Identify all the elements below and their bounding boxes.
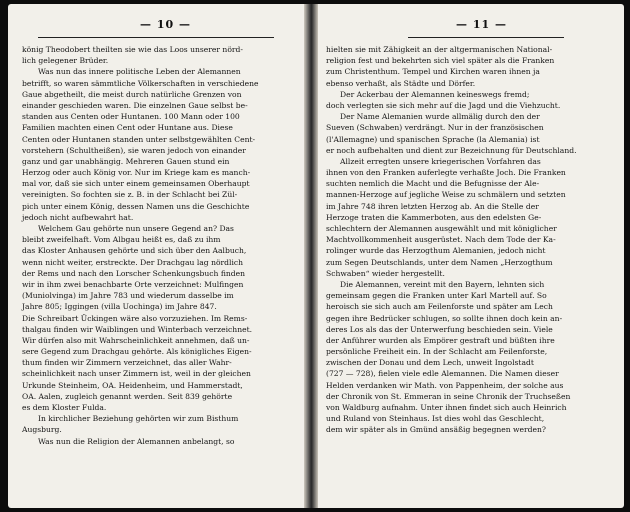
text-line: religion fest und bekehrten sich viel später als die Franken (326, 56, 555, 66)
text-line: es dem Kloster Fulda. (22, 403, 107, 412)
text-line: Centen oder Huntanen standen unter selbstgewählten Cent- (22, 134, 256, 144)
text-line: rolinger wurde das Herzogthum Alemanien, jedoch nicht (326, 246, 546, 256)
text-line: zum Segen Deutschlands, unter dem Namen „Herzogthum (326, 257, 553, 267)
text-line: Die Alemannen, vereint mit den Bayern, lehnten sich (340, 279, 545, 289)
text-block (318, 44, 624, 436)
text-block (8, 44, 304, 447)
text-line: (Muniolvinga) im Jahre 783 und wiederum dasselbe im (22, 291, 234, 301)
text-line: zwischen der Donau und dem Lech, unweit Ingolstadt (326, 358, 534, 368)
text-line: dem wir später als in Gmünd ansäßig begegnen werden? (326, 425, 546, 435)
text-line: und Ruland von Steinhaus. Ist dies wohl das Geschlecht, (326, 414, 545, 424)
text-line: vereinigten. So fochten sie z. B. in der Schlacht bei Zül- (22, 190, 238, 200)
text-line: hielten sie mit Zähigkeit an der altgermanischen National- (326, 45, 553, 54)
page-number: — 11 — (456, 18, 507, 31)
left-page (8, 4, 304, 508)
text-line: der Rems und nach den Lorscher Schenkungsbuch finden (22, 268, 246, 278)
text-line: wir in ihm zwei benachbarte Orte verzeichnet: Mulfingen (22, 279, 244, 289)
text-line: gemeinsam gegen die Franken unter Karl Martell auf. So (326, 291, 547, 301)
text-line: Schwaben“ wieder hergestellt. (326, 268, 445, 278)
text-line: der Anführer wurden als Empörer gestraft und büßten ihre (326, 335, 555, 345)
text-line: betrifft, so waren sämmtliche Völkerschaften in verschiedene (22, 78, 259, 88)
text-line: Gaue abgetheilt, die meist durch natürliche Grenzen von (22, 89, 242, 99)
text-line: zum Christenthum. Tempel und Kirchen waren ihnen ja (326, 67, 540, 77)
text-line: Augsburg. (22, 425, 62, 435)
text-line: Jahre 805; Iggingen (villa Uochinga) im Jahre 847. (22, 302, 217, 312)
text-line: (l'Allemagne) und spanischen Sprache (la Alemania) ist (326, 134, 540, 144)
text-line: heroisch sie sich auch am Feilenforste und später am Lech (326, 302, 553, 312)
text-line: Machtvollkommenheit ausgerüstet. Nach dem Tode der Ka- (326, 235, 556, 245)
text-line: Der Name Alemanien wurde allmälig durch den der (340, 112, 540, 122)
text-line: standen aus Centen oder Huntanen. 100 Mann oder 100 (22, 112, 240, 122)
text-line: suchten nemlich die Macht und die Befugnisse der Ale- (326, 179, 540, 189)
text-line: Helden verdanken wir Math. von Pappenheim, der solche aus (326, 380, 564, 390)
book-gutter (304, 4, 318, 508)
text-line: er noch aufbehalten und dient zur Bezeichnung für Deutschland. (326, 145, 577, 155)
text-line: OA. Aalen, zugleich genannt werden. Seit 839 gehörte (22, 391, 233, 401)
text-line: deres Los als das der Unterwerfung beschieden sein. Viele (326, 324, 553, 334)
text-line: Welchem Gau gehörte nun unsere Gegend an? Das (38, 224, 234, 233)
text-line: Wir dürfen also mit Wahrscheinlichkeit annehmen, daß un- (22, 335, 250, 345)
text-line: jedoch nicht aufbewahrt hat. (22, 212, 134, 222)
right-page (318, 4, 624, 508)
text-line: könig Theodobert theilten sie wie das Loos unserer nörd- (22, 45, 243, 54)
text-line: mal vor, daß sie sich unter einem gemeinsamen Oberhaupt (22, 179, 250, 189)
text-line: wenn nicht weiter, erstreckte. Der Drachgau lag nördlich (22, 257, 244, 267)
text-line: Allzeit erregten unsere kriegerischen Vorfahren das (340, 156, 541, 166)
text-line: ihnen von den Franken auferlegte verhaßte Joch. Die Franken (326, 168, 566, 178)
text-line: Sueven (Schwaben) verdrängt. Nur in der französischen (326, 123, 544, 133)
text-line: das Kloster Anhausen gehörte und sich über den Aalbuch, (22, 246, 247, 256)
text-line: der Chronik von St. Emmeran in seine Chronik der Truchseßen (326, 391, 571, 401)
text-line: einander geschieden waren. Die einzelnen Gaue selbst be- (22, 100, 248, 110)
text-line: Urkunde Steinheim, OA. Heidenheim, und Hammerstadt, (22, 380, 243, 390)
text-line: Der Ackerbau der Alemannen keineswegs fremd; (340, 89, 530, 99)
text-line: im Jahre 748 ihren letzten Herzog ab. An die Stelle der (326, 201, 539, 211)
header-rule (408, 37, 564, 38)
text-line: sere Gegend zum Drachgau gehörte. Als königliches Eigen- (22, 347, 252, 357)
text-line: bleibt zweifelhaft. Vom Albgau heißt es, daß zu ihm (22, 235, 221, 245)
page-number: — 10 — (140, 18, 191, 31)
text-line: doch verlegten sie sich mehr auf die Jagd und die Viehzucht. (326, 100, 561, 110)
text-line: vorstehern (Schultheißen), sie waren jedoch von einander (22, 145, 246, 155)
text-line: Die Schreibart Ückingen wäre also vorzuziehen. Im Rems- (22, 313, 248, 323)
text-line: Herzoge traten die Kammerboten, aus den edelsten Ge- (326, 212, 542, 222)
text-line: In kirchlicher Beziehung gehörten wir zum Bisthum (38, 414, 239, 424)
text-line: von Waldburg aufnahm. Unter ihnen findet sich auch Heinrich (326, 403, 567, 412)
text-line: Familien machten einen Cent oder Huntane aus. Diese (22, 123, 233, 133)
text-line: mannen-Herzoge auf jegliche Weise zu schmälern und setzten (326, 190, 566, 200)
text-line: Herzog oder auch König vor. Nur im Kriege kam es manch- (22, 168, 251, 178)
text-line: ganz und gar unabhängig. Mehreren Gauen stund ein (22, 156, 230, 166)
text-line: (727 — 728), fielen viele edle Alemannen. Die Namen dieser (326, 369, 559, 379)
text-line: Was nun die Religion der Alemannen anbelangt, so (38, 436, 235, 446)
header-rule (38, 37, 274, 38)
text-line: ebenso verhaßt, als Städte und Dörfer. (326, 78, 476, 88)
text-line: gegen ihre Bedrücker schlugen, so sollte ihnen doch kein an- (326, 313, 563, 323)
text-line: pich unter einem König, dessen Namen uns die Geschichte (22, 201, 250, 211)
text-line: thum finden wir Zimmern verzeichnet, das aller Wahr- (22, 358, 232, 368)
text-line: persönliche Freiheit ein. In der Schlacht am Feilenforste, (326, 347, 548, 357)
text-line: thalgau finden wir Waiblingen und Winterbach verzeichnet. (22, 324, 253, 334)
text-line: schlechtern der Alemannen ausgewählt und mit königlicher (326, 224, 557, 233)
text-line: scheinlichkeit nach unser Zimmern ist, weil in der gleichen (22, 369, 251, 379)
text-line: Was nun das innere politische Leben der Alemannen (38, 67, 241, 77)
text-line: lich gelegener Brüder. (22, 56, 109, 66)
